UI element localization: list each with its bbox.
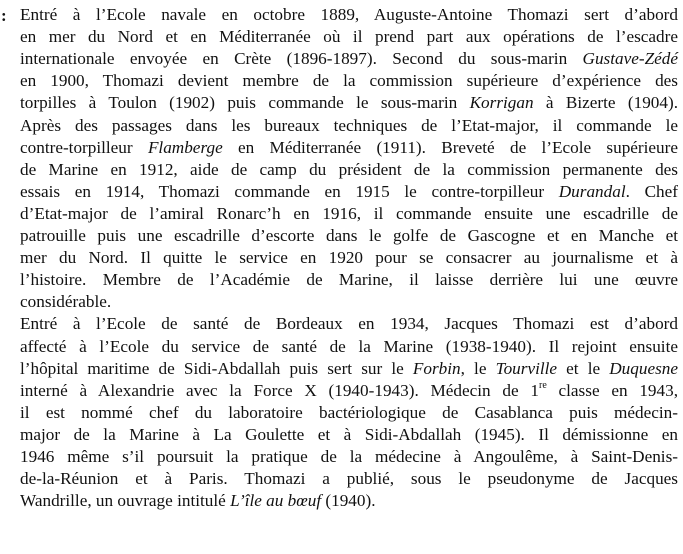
text-segment: Wandrille, un ouvrage intitulé <box>20 491 231 511</box>
text-segment: considérable. <box>20 292 112 312</box>
italic-text: Gustave-Zédé <box>582 49 678 69</box>
text-line <box>20 380 678 402</box>
text-line <box>20 313 678 335</box>
text-line <box>20 402 678 424</box>
text-line <box>20 358 678 380</box>
text-line <box>20 269 678 291</box>
text-line <box>20 203 678 225</box>
text-segment: affecté à l’Ecole du service de santé de la Marine (1938-1940). Il rejoint ensuite <box>20 336 678 356</box>
text-line <box>20 225 678 247</box>
italic-text: Tourville <box>495 358 558 378</box>
text-line <box>20 159 678 181</box>
text-line <box>20 446 678 468</box>
text-segment: l’histoire. Membre de l’Académie de Marine, il laisse derrière lui une œuvre <box>20 270 678 290</box>
text-segment: en mer du Nord et en Méditerranée où il prend part aux opérations de l’escadre <box>20 27 678 47</box>
text-segment: classe en 1943, <box>546 380 678 400</box>
italic-text: Korrigan <box>469 93 534 113</box>
text-line <box>20 48 678 70</box>
text-segment: à Bizerte (1904). <box>533 93 679 113</box>
margin-mark: : <box>1 6 7 25</box>
text-line <box>20 92 678 114</box>
text-segment: patrouille puis une escadrille d’escorte dans le golfe de Gascogne et en Manche et <box>20 226 678 245</box>
text-segment: en 1900, Thomazi devient membre de la commission supérieure d’expérience des <box>20 71 678 91</box>
text-segment: d’Etat-major de l’amiral Ronarc’h en 1916, il commande ensuite une escadrille de <box>20 203 678 223</box>
text-line <box>20 490 678 512</box>
text-line <box>20 181 678 203</box>
text-segment: interné à Alexandrie avec la Force X (1940-1943). Médecin de 1 <box>20 380 539 400</box>
text-segment: (1940). <box>321 491 376 511</box>
text-segment: major de la Marine à La Goulette et à Sidi-Abdallah (1945). Il démissionne en <box>20 424 678 444</box>
italic-text: Forbin <box>412 358 461 378</box>
text-line <box>20 336 678 358</box>
italic-text: Flamberge <box>147 137 223 157</box>
italic-text: Durandal <box>558 181 626 201</box>
text-segment: , le <box>460 358 496 378</box>
text-segment: mer du Nord. Il quitte le service en 1920 pour se consacrer au journalisme et à <box>20 248 678 268</box>
text-line <box>20 70 678 92</box>
text-line <box>20 424 678 446</box>
text-segment: torpilles à Toulon (1902) puis commande le sous-marin <box>20 93 470 113</box>
text-segment: l’hôpital maritime de Sidi-Abdallah puis sert sur le <box>20 358 413 378</box>
text-line <box>20 26 678 48</box>
text-segment: 1946 même s’il poursuit la pratique de la médecine à Angoulême, à Saint-Denis- <box>20 447 678 466</box>
text-line <box>20 137 678 159</box>
text-segment: contre-torpilleur <box>20 137 148 157</box>
text-segment: en Méditerranée (1911). Breveté de l’Ecole supérieure <box>222 137 678 157</box>
text-segment: Entré à l’Ecole navale en octobre 1889, Auguste-Antoine Thomazi sert d’abord <box>20 5 678 24</box>
text-line <box>20 247 678 269</box>
text-line <box>20 115 678 137</box>
text-segment: essais en 1914, Thomazi commande en 1915 le contre-torpilleur <box>20 181 559 201</box>
text-segment: et le <box>557 358 610 378</box>
text-line <box>20 291 678 313</box>
italic-text: L’île au bœuf <box>230 491 322 511</box>
text-line <box>20 468 678 490</box>
text-segment: de-la-Réunion et à Paris. Thomazi a publié, sous le pseudonyme de Jacques <box>20 469 678 489</box>
text-segment: . Chef <box>625 181 678 201</box>
text-segment: de Marine en 1912, aide de camp du président de la commission permanente des <box>20 159 678 179</box>
superscript-text: re <box>538 379 547 391</box>
text-segment: Après des passages dans les bureaux techniques de l’Etat-major, il commande le <box>20 115 678 135</box>
italic-text: Duquesne <box>609 358 678 378</box>
text-line <box>20 4 678 26</box>
text-segment: Entré à l’Ecole de santé de Bordeaux en 1934, Jacques Thomazi est d’abord <box>20 314 678 334</box>
text-segment: internationale envoyée en Crète (1896-1897). Second du sous-marin <box>20 49 583 69</box>
text-segment: il est nommé chef du laboratoire bactériologique de Casablanca puis médecin- <box>20 402 678 422</box>
